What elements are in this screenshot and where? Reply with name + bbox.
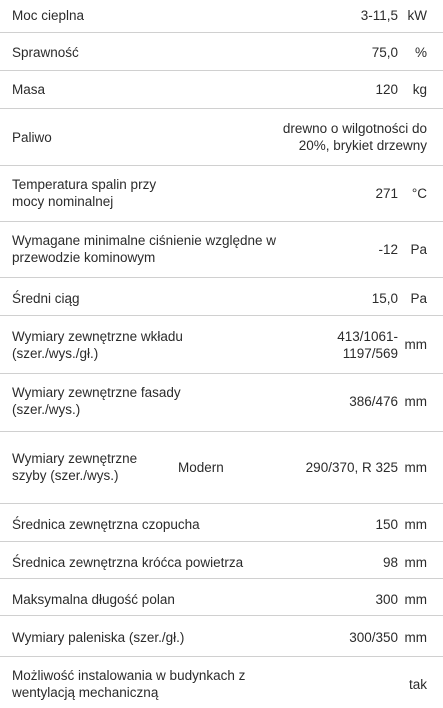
spec-row-weight bbox=[0, 73, 443, 106]
spec-value: 3-11,5 bbox=[360, 7, 398, 23]
row-divider bbox=[0, 373, 443, 374]
row-divider bbox=[0, 503, 443, 504]
spec-value: 98 bbox=[382, 554, 398, 570]
spec-value: -12 bbox=[378, 241, 398, 257]
spec-unit: mm bbox=[404, 516, 427, 532]
spec-value: 290/370, R 325 bbox=[305, 459, 398, 475]
spec-row-mechanical-ventilation bbox=[0, 661, 443, 707]
spec-unit: kW bbox=[407, 7, 427, 23]
spec-label: Temperatura spalin przy mocy nominalnej bbox=[12, 177, 157, 209]
row-divider bbox=[0, 315, 443, 316]
spec-unit: mm bbox=[404, 554, 427, 570]
spec-label: Wymiary zewnętrzne wkładu (szer./wys./gł.) bbox=[12, 328, 183, 361]
spec-label: Wymiary zewnętrzne szyby (szer./wys.) bbox=[12, 451, 138, 483]
spec-value: 300/350 bbox=[349, 629, 398, 645]
row-divider bbox=[0, 578, 443, 579]
spec-unit: mm bbox=[404, 459, 427, 475]
spec-unit: % bbox=[414, 45, 427, 60]
spec-row-flue-gas-temperature bbox=[0, 170, 443, 216]
spec-label: Maksymalna długość polan bbox=[12, 591, 175, 607]
spec-value: 271 bbox=[375, 185, 398, 201]
spec-row-facade-dimensions bbox=[0, 378, 443, 424]
spec-value: 150 bbox=[375, 516, 398, 532]
row-divider bbox=[0, 70, 443, 71]
spec-value: 300 bbox=[375, 591, 398, 607]
spec-row-heat-output bbox=[0, 0, 443, 30]
spec-row-glass-dimensions bbox=[0, 443, 443, 491]
spec-label: Paliwo bbox=[12, 129, 52, 145]
spec-unit: mm bbox=[404, 629, 427, 645]
row-divider bbox=[0, 277, 443, 278]
spec-value: 15,0 bbox=[371, 290, 398, 306]
spec-row-max-log-length bbox=[0, 583, 443, 615]
row-divider bbox=[0, 656, 443, 657]
spec-label: Średnica zewnętrzna króćca powietrza bbox=[12, 554, 244, 570]
spec-label: Masa bbox=[12, 82, 46, 97]
row-divider bbox=[0, 431, 443, 432]
spec-value: 75,0 bbox=[371, 45, 398, 60]
spec-label: Wymagane minimalne ciśnienie względne w przewodzie kominowym bbox=[12, 233, 277, 265]
spec-label: Średni ciąg bbox=[12, 290, 80, 306]
spec-variant: Modern bbox=[178, 459, 224, 475]
spec-label: Wymiary paleniska (szer./gł.) bbox=[12, 629, 185, 645]
spec-unit: kg bbox=[412, 82, 427, 97]
spec-unit: mm bbox=[404, 393, 427, 409]
spec-value: 413/1061-1197/569 bbox=[337, 328, 398, 361]
spec-unit: Pa bbox=[410, 290, 427, 306]
spec-row-average-draught bbox=[0, 281, 443, 315]
spec-label: Sprawność bbox=[12, 45, 79, 60]
spec-label: Wymiary zewnętrzne fasady (szer./wys.) bbox=[12, 385, 181, 417]
spec-unit: °C bbox=[411, 185, 427, 201]
spec-label: Możliwość instalowania w budynkach z wentylacją mechaniczną bbox=[12, 668, 246, 700]
row-divider bbox=[0, 108, 443, 109]
spec-row-min-draught-pressure bbox=[0, 226, 443, 272]
spec-value: tak bbox=[408, 676, 427, 692]
row-divider bbox=[0, 615, 443, 616]
row-divider bbox=[0, 221, 443, 222]
spec-unit: Pa bbox=[410, 241, 427, 257]
row-divider bbox=[0, 32, 443, 33]
spec-row-efficiency bbox=[0, 36, 443, 69]
spec-row-flue-diameter bbox=[0, 508, 443, 540]
spec-row-firebox-dimensions bbox=[0, 620, 443, 654]
spec-label: Średnica zewnętrzna czopucha bbox=[12, 516, 200, 532]
row-divider bbox=[0, 541, 443, 542]
spec-value: 120 bbox=[375, 82, 398, 97]
row-divider bbox=[0, 165, 443, 166]
spec-row-fuel bbox=[0, 113, 443, 161]
spec-unit: mm bbox=[404, 337, 427, 352]
spec-value: drewno o wilgotności do 20%, brykiet drzewny bbox=[282, 121, 427, 153]
spec-label: Moc cieplna bbox=[12, 7, 85, 23]
spec-row-insert-dimensions bbox=[0, 321, 443, 368]
spec-value: 386/476 bbox=[349, 393, 398, 409]
spec-unit: mm bbox=[404, 591, 427, 607]
spec-row-air-inlet-diameter bbox=[0, 546, 443, 578]
